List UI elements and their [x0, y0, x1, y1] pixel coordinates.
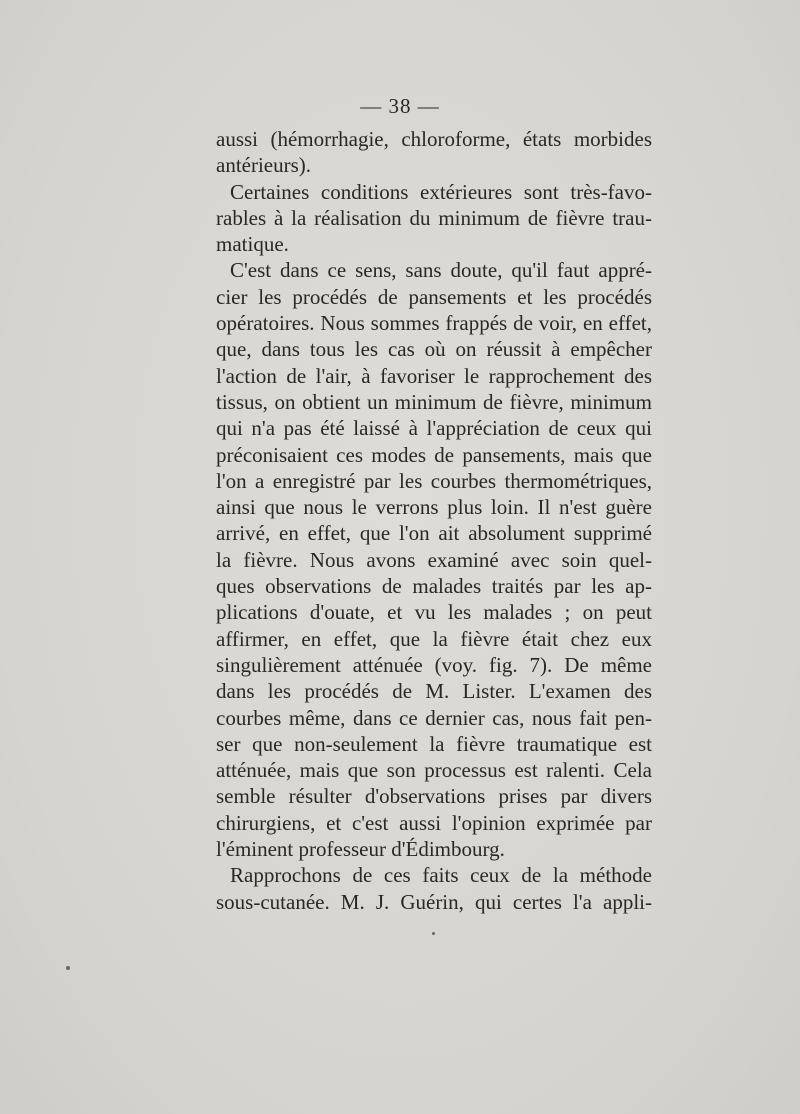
text-line: la fièvre. Nous avons examiné avec soin quel-: [216, 547, 652, 572]
text-line: l'on a enregistré par les courbes thermométriques,: [216, 468, 652, 493]
text-line: singulièrement atténuée (voy. fig. 7). De même: [216, 652, 652, 677]
text-line: que, dans tous les cas où on réussit à empêcher: [216, 337, 652, 362]
paper-speck: [66, 966, 70, 970]
text-line: cier les procédés de pansements et les procédés: [216, 284, 652, 309]
text-line: chirurgiens, et c'est aussi l'opinion exprimée par: [216, 810, 652, 835]
text-line: aussi (hémorrhagie, chloroforme, états morbides: [216, 127, 652, 151]
text-line: matique.: [216, 232, 289, 257]
text-line: rables à la réalisation du minimum de fièvre trau-: [216, 205, 652, 230]
text-line: atténuée, mais que son processus est ralenti. Cela: [216, 758, 652, 783]
text-line: Rapprochons de ces faits ceux de la méthode: [230, 863, 652, 888]
text-line: antérieurs).: [216, 153, 312, 178]
text-line: affirmer, en effet, que la fièvre était chez eux: [216, 626, 652, 651]
text-line: plications d'ouate, et vu les malades ; on peut: [216, 600, 652, 625]
text-line: C'est dans ce sens, sans doute, qu'il faut appré-: [230, 258, 652, 283]
paper-speck: [432, 932, 435, 935]
text-line: préconisaient ces modes de pansements, mais que: [216, 442, 652, 467]
text-line: l'éminent professeur d'Édimbourg.: [216, 837, 505, 862]
text-line: sous-cutanée. M. J. Guérin, qui certes l'a appli-: [216, 889, 652, 914]
text-line: tissus, on obtient un minimum de fièvre, minimum: [216, 389, 652, 414]
text-line: opératoires. Nous sommes frappés de voir, en effet,: [216, 311, 652, 336]
text-line: Certaines conditions extérieures sont très-favo-: [230, 179, 652, 204]
body-text: [216, 126, 652, 915]
text-line: ques observations de malades traités par les ap-: [216, 574, 652, 599]
text-line: arrivé, en effet, que l'on ait absolument supprimé: [216, 521, 652, 546]
text-line: ser que non-seulement la fièvre traumatique est: [216, 731, 652, 756]
text-line: ainsi que nous le verrons plus loin. Il n'est guère: [216, 495, 652, 520]
text-line: courbes même, dans ce dernier cas, nous fait pen-: [216, 705, 652, 730]
text-line: dans les procédés de M. Lister. L'examen des: [216, 679, 652, 704]
text-line: l'action de l'air, à favoriser le rapprochement des: [216, 363, 652, 388]
text-line: qui n'a pas été laissé à l'appréciation de ceux qui: [216, 416, 652, 441]
text-line: semble résulter d'observations prises par divers: [216, 784, 652, 809]
page-number: — 38 —: [360, 94, 440, 118]
